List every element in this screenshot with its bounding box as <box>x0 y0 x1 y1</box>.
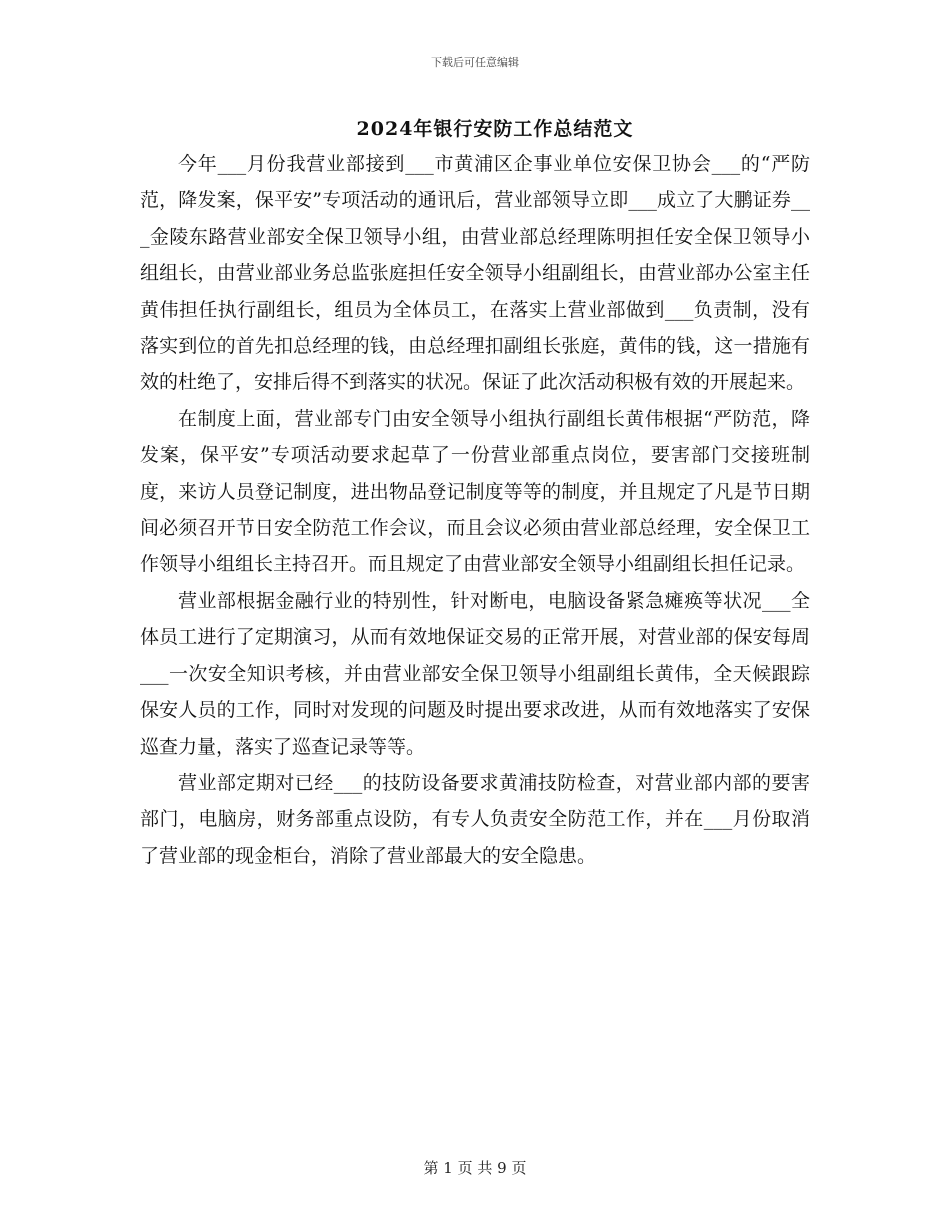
document-title: 2024年银行安防工作总结范文 <box>356 118 634 140</box>
paragraph-3: 营业部根据金融行业的特别性，针对断电，电脑设备紧急瘫痪等状况___全体员工进行了定期演习，从而有效地保证交易的正常开展，对营业部的保安每周___一次安全知识考核，并由营业部安全保卫领导小组副组长黄伟，全天候跟踪保安人员的工作，同时对发现的问题及时提出要求改进，从而有效地落实了安保巡查力量，落实了巡查记录等等。 <box>140 589 810 758</box>
document-body <box>140 146 810 874</box>
page-footer: 第 1 页 共 9 页 <box>423 1159 527 1177</box>
paragraph-4: 营业部定期对已经___的技防设备要求黄浦技防检查，对营业部内部的要害部门，电脑房，财务部重点设防，有专人负责安全防范工作，并在___月份取消了营业部的现金柜台，消除了营业部最大的安全隐患。 <box>140 771 810 867</box>
paragraph-2: 在制度上面，营业部专门由安全领导小组执行副组长黄伟根据“严防范，降发案，保平安”专项活动要求起草了一份营业部重点岗位，要害部门交接班制度，来访人员登记制度，进出物品登记制度等等的制度，并且规定了凡是节日期间必须召开节日安全防范工作会议，而且会议必须由营业部总经理，安全保卫工作领导小组组长主持召开。而且规定了由营业部安全领导小组副组长担任记录。 <box>140 407 810 576</box>
paragraph-1: 今年___月份我营业部接到___市黄浦区企事业单位安保卫协会___的“严防范，降发案，保平安”专项活动的通讯后，营业部领导立即___成立了大鹏证券___金陵东路营业部安全保卫领导小组，由营业部总经理陈明担任安全保卫领导小组组长，由营业部业务总监张庭担任安全领导小组副组长，由营业部办公室主任黄伟担任执行副组长，组员为全体员工，在落实上营业部做到___负责制，没有落实到位的首先扣总经理的钱，由总经理扣副组长张庭，黄伟的钱，这一措施有效的杜绝了，安排后得不到落实的状况。保证了此次活动积极有效的开展起来。 <box>140 153 810 394</box>
header-note: 下载后可任意编辑 <box>431 56 519 69</box>
